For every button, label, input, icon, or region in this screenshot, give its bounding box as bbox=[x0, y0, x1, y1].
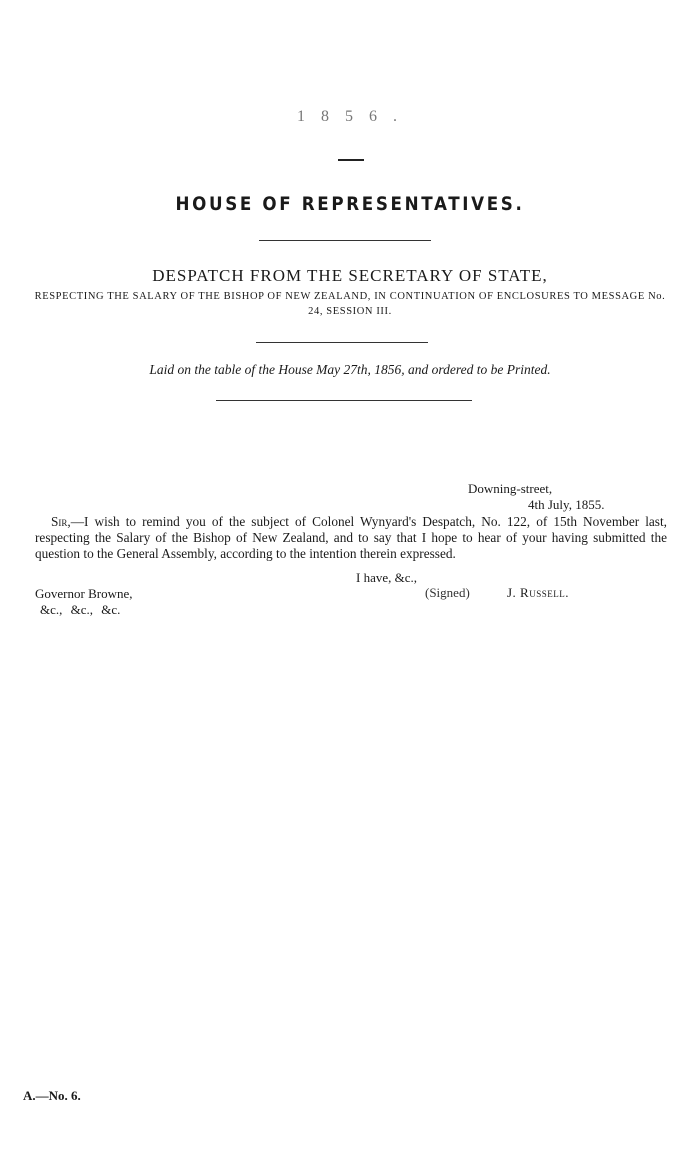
despatch-subtitle: RESPECTING THE SALARY OF THE BISHOP OF NEW ZEALAND, IN CONTINUATION OF ENCLOSURES TO MESSAGE No. 24, SESSION III. bbox=[34, 291, 666, 317]
letter-date: 4th July, 1855. bbox=[528, 497, 605, 512]
session-year: 1 8 5 6 . bbox=[297, 108, 403, 125]
divider-short bbox=[338, 159, 364, 161]
despatch-title: DESPATCH FROM THE SECRETARY OF STATE, bbox=[152, 266, 548, 285]
addressee: Governor Browne, bbox=[35, 586, 133, 601]
signer-name: J. Russell. bbox=[507, 585, 569, 600]
letter-text: —I wish to remind you of the subject of Colonel Wynyard's Despatch, No. 122, of 15th November last, respecting the Salary of the Bishop of New Zealand, and to say that I hope to hear of your having submitted the question to the General Assembly, according to the intention therein expressed. bbox=[35, 514, 667, 561]
letter-closing: I have, &c., bbox=[356, 570, 418, 585]
paper-number: A.—No. 6. bbox=[23, 1088, 81, 1103]
divider-2 bbox=[256, 342, 428, 343]
house-heading: HOUSE OF REPRESENTATIVES. bbox=[175, 193, 525, 215]
letter-place: Downing-street, bbox=[468, 481, 553, 496]
laid-on-table-note: Laid on the table of the House May 27th, 1856, and ordered to be Printed. bbox=[149, 362, 551, 377]
letter-body bbox=[35, 514, 667, 562]
salutation: Sir, bbox=[51, 514, 71, 529]
divider-3 bbox=[216, 400, 472, 401]
signed-label: (Signed) bbox=[425, 585, 470, 600]
divider-1 bbox=[259, 240, 431, 241]
addressee-etc: &c., &c., &c. bbox=[40, 602, 121, 617]
